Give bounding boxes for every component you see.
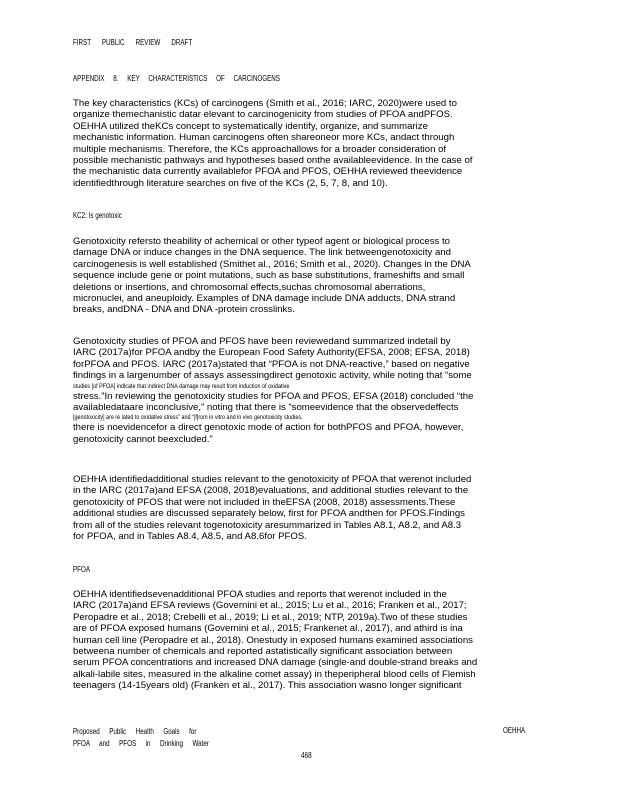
genotoxicity-studies-paragraph (73, 336, 533, 445)
text-line: forPFOA and PFOS. IARC (2017a)stated that “PFOA is not DNA-reactive,” based on negative (73, 358, 470, 370)
footer-document-title (73, 726, 209, 750)
footer-line: Proposed Public Health Goals for (73, 727, 197, 736)
text-line: organize themechanistic datar elevant to carcinogenicity from studies of PFOA andPFOS. (73, 109, 453, 121)
text-line: IARC (2017a)for PFOA andby the European Food Safety Authority(EFSA, 2008; EFSA, 2018) (73, 347, 470, 359)
footer-line: PFOA and PFOS in Drinking Water (73, 739, 209, 748)
text-line: OEHHA identifiedadditional studies relevant to the genotoxicity of PFOA that werenot included (73, 474, 472, 485)
text-line: The key characteristics (KCs) of carcinogens (Smith et al., 2016; IARC, 2020)were used to (73, 98, 457, 109)
text-line: alkali-labile sites, measured in the alkaline comet assay) in theperipheral blood cells of Flemish (73, 668, 476, 680)
text-line: sequence include gene or point mutations, such as base substitutions, frameshifts and small (73, 270, 465, 282)
pfoa-heading: PFOA (73, 565, 90, 574)
text-line: betweena number of chemicals and reported astatistically significant association between (73, 646, 453, 658)
text-line: from all of the studies relevant togenotoxicity aresummarized in Tables A8.1, A8.2, and A8.3 (73, 519, 462, 531)
text-line: micronuclei, and aneuploidy. Examples of DNA damage include DNA adducts, DNA strand (73, 293, 456, 305)
text-line: the mechanistic data currently availablefor PFOA and PFOS, OEHHA reviewed theevidence (73, 166, 463, 178)
text-line: multiple mechanisms. Therefore, the KCs approachallows for a broader consideration of (73, 143, 447, 155)
page-number: 468 (301, 751, 312, 760)
text-line: OEHHA identifiedsevenadditional PFOA studies and reports that werenot included in the (73, 589, 447, 600)
genotoxicity-definition-paragraph (73, 236, 533, 316)
text-line: stress.”In reviewing the genotoxicity studies for PFOA and PFOS, EFSA (2018) concluded “the (73, 390, 474, 402)
quote-fragment: studies [of PFOA] indicate that indirect DNA damage may result from induction of oxidative (73, 382, 290, 390)
text-line: OEHHA utilized theKCs concept to systematically identify, organize, and summarize (73, 120, 428, 132)
text-line: availabledataare inconclusive,” noting that there is “someevidence that the observedeffects (73, 402, 459, 414)
text-line: there is noevidencefor a direct genotoxic mode of action for bothPFOS and PFOA, however, (73, 422, 464, 434)
text-line: are of PFOA exposed humans (Governini et al., 2015; Frankenet al., 2017), and athird is ina (73, 623, 463, 635)
draft-header: FIRST PUBLIC REVIEW DRAFT (73, 38, 193, 47)
kc2-heading: KC2: Is genotoxic (73, 211, 122, 220)
text-line: possible mechanistic pathways and hypotheses based onthe availableevidence. In the case of (73, 155, 473, 167)
text-line: human cell line (Peropadre et al., 2018). Onestudy in exposed humans examined associations (73, 634, 473, 646)
text-line: carcinogenesis is well established (Smithet al., 2016; Smith et al., 2020). Changes in the DNA (73, 258, 471, 270)
text-line: mechanistic information. Human carcinogens often shareoneor more KCs, andact through (73, 132, 455, 144)
text-line: IARC (2017a)and EFSA reviews (Governini et al., 2015; Lu et al., 2016; Franken et al., 2017; (73, 600, 467, 612)
text-line: genotoxicity cannot beexcluded.” (73, 433, 213, 445)
text-line: serum PFOA concentrations and increased DNA damage (single-and double-strand breaks and (73, 657, 478, 669)
text-line: teenagers (14-15years old) (Franken et al., 2017). This association wasno longer significant (73, 680, 462, 692)
text-line: in the IARC (2017a)and EFSA (2008, 2018)evaluations, and additional studies relevant to the (73, 485, 469, 497)
text-line: findings in a largenumber of assays assessingdirect genotoxic activity, while noting that “some (73, 370, 472, 382)
appendix-title: APPENDIX 8. KEY CHARACTERISTICS OF CARCINOGENS (73, 74, 280, 83)
text-line: damage DNA or induce changes in the DNA sequence. The link betweengenotoxicity and (73, 247, 451, 259)
text-line: Peropadre et al., 2018; Crebelli et al., 2019; Li et al., 2019; NTP, 2019a).Two of these studies (73, 611, 468, 623)
text-line: Genotoxicity studies of PFOA and PFOS have been reviewedand summarized indetail by (73, 336, 451, 347)
quote-fragment: [genotoxicity] are re lated to oxidative stress” and “[f]rom in vitro and in vivo genotoxicity studies, (73, 414, 303, 422)
pfoa-paragraph (73, 589, 533, 692)
document-page (73, 0, 545, 800)
text-line: identifiedthrough literature searches on five of the KCs (2, 5, 7, 8, and 10). (73, 177, 388, 189)
text-line: Genotoxicity refersto theability of achemical or other typeof agent or biological process to (73, 236, 451, 247)
oehha-additional-studies-paragraph (73, 474, 533, 542)
text-line: genotoxicity of PFOS that were not included in theEFSA (2008, 2018) assessments.These (73, 496, 456, 508)
text-line: additional studies are discussed separately below, first for PFOA andthen for PFOS.Findings (73, 508, 465, 520)
text-line: deletions or insertions, and chromosomal effects,suchas chromosomal aberrations, (73, 281, 426, 293)
intro-paragraph (73, 98, 533, 189)
text-line: breaks, andDNA - DNA and DNA -protein crosslinks. (73, 304, 295, 316)
text-line: for PFOA, and in Tables A8.4, A8.5, and A8.6for PFOS. (73, 531, 307, 543)
footer-agency: OEHHA (503, 726, 526, 735)
